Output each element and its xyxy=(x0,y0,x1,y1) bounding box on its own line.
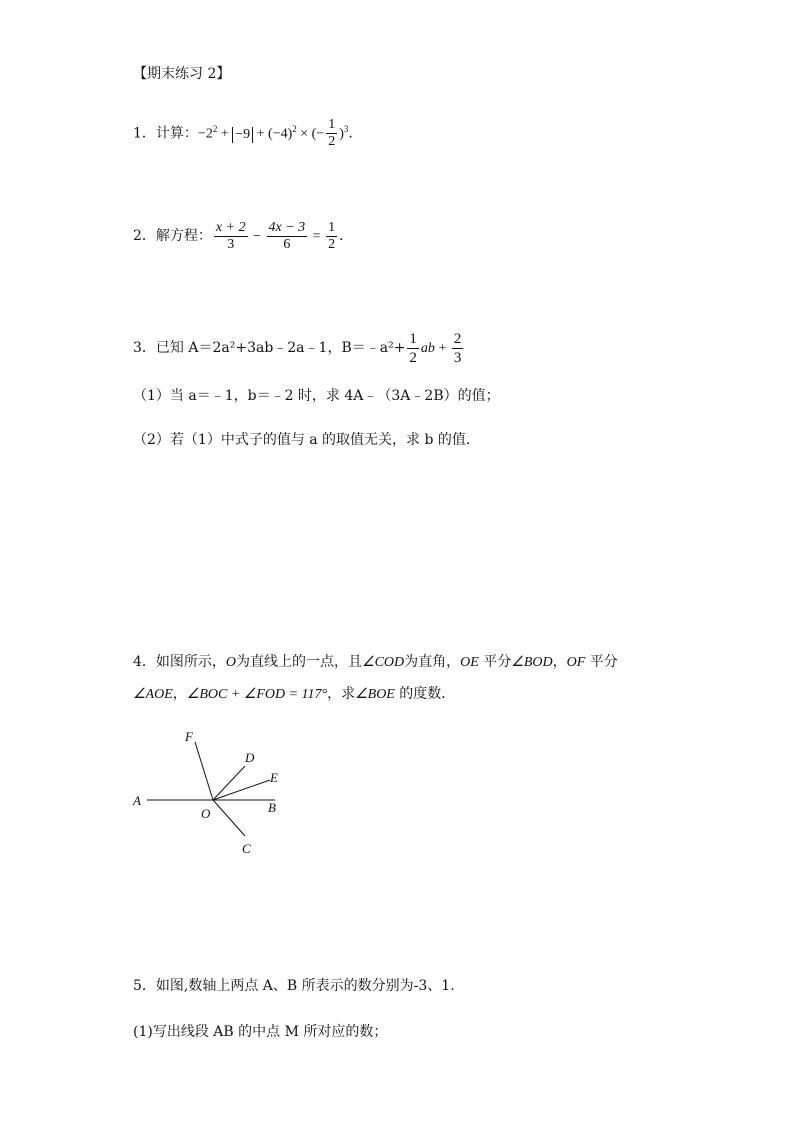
label-c: C xyxy=(242,841,251,856)
q4-t8: ，求 xyxy=(327,686,356,702)
ray-oc xyxy=(213,800,245,836)
q1-abs-value: −9 xyxy=(232,127,253,143)
q4-t7: ， xyxy=(172,686,187,702)
question-4-line-2 xyxy=(133,684,455,705)
q4-ray-of: OF xyxy=(566,655,586,670)
q1-term-a: −2 xyxy=(197,126,213,142)
question-4-line-1 xyxy=(133,652,618,673)
q4-angle-bod: ∠BOD xyxy=(511,655,553,670)
label-o: O xyxy=(201,806,211,821)
question-1 xyxy=(133,112,362,152)
q4-angle-sum: ∠BOC + ∠FOD = 117° xyxy=(186,687,328,702)
question-2 xyxy=(133,218,353,255)
label-a: A xyxy=(133,793,141,808)
q4-t9: 的度数． xyxy=(394,686,456,702)
label-e: E xyxy=(270,770,278,785)
ray-of xyxy=(195,742,213,800)
q3-sub-1: （1）当 a＝﹣1，b＝﹣2 时，求 4A﹣（3A﹣2B）的值； xyxy=(133,388,500,404)
q3-plus: + xyxy=(434,341,450,356)
q4-t1: 4．如图所示， xyxy=(133,654,226,670)
q2-minus: − xyxy=(249,229,265,244)
ray-oe xyxy=(213,780,270,800)
q2-fraction-3 xyxy=(326,220,337,253)
q1-number: 1． xyxy=(133,125,156,142)
q2-equals: = xyxy=(309,229,325,244)
q3-line1: 3．已知 A＝2a²+3ab﹣2a﹣1，B＝﹣a²+ xyxy=(133,340,406,356)
q2-f2-den: 6 xyxy=(283,236,291,252)
q2-f3-den: 2 xyxy=(328,236,336,252)
q3-f1-num: 1 xyxy=(409,330,417,347)
label-b: B xyxy=(268,800,276,815)
question-3 xyxy=(133,328,465,369)
q3-sub-2: （2）若（1）中式子的值与 a 的取值无关，求 b 的值． xyxy=(133,432,480,448)
q2-fraction-1 xyxy=(214,220,248,253)
q2-fraction-2 xyxy=(267,220,308,253)
q1-plus1: + xyxy=(217,126,233,142)
q1-exp-c: 3 xyxy=(343,124,349,134)
q4-figure xyxy=(125,724,295,864)
q4-angle-cod: ∠COD xyxy=(362,655,405,670)
q4-t4: 平分 xyxy=(478,654,512,670)
q1-frac-num: 1 xyxy=(328,117,336,133)
q2-label: 解方程： xyxy=(155,228,212,244)
q1-exp-b: 2 xyxy=(292,124,297,134)
q3-f2-num: 2 xyxy=(453,330,462,347)
q3-ab: ab xyxy=(420,341,435,356)
question-5-line-1: 5．如图,数轴上两点 A、B 所表示的数分别为-3、1. xyxy=(133,978,455,994)
q2-end: ． xyxy=(339,228,354,244)
q1-plus2: + (−4) xyxy=(253,126,293,142)
q4-t5: ， xyxy=(552,654,567,670)
q1-frac-den: 2 xyxy=(328,134,336,150)
q4-t3: 为直角， xyxy=(404,654,461,670)
q3-fraction-2 xyxy=(452,330,464,367)
q2-number: 2． xyxy=(133,228,156,244)
section-header: 【期末练习 2】 xyxy=(133,66,231,82)
q4-ray-oe: OE xyxy=(460,655,479,670)
q4-t6: 平分 xyxy=(585,654,618,670)
q2-f2-num: 4x − 3 xyxy=(268,219,306,235)
q1-times: × (− xyxy=(296,126,325,142)
q2-f3-num: 1 xyxy=(328,219,336,235)
label-d: D xyxy=(245,750,255,765)
q1-end: ． xyxy=(348,125,363,142)
label-f: F xyxy=(185,729,193,744)
q1-label: 计算： xyxy=(155,125,198,142)
q3-fraction-1 xyxy=(407,330,419,367)
q4-point-o: O xyxy=(225,655,237,670)
question-5-sub-1: (1)写出线段 AB 的中点 M 所对应的数； xyxy=(133,1024,388,1040)
q3-f2-den: 3 xyxy=(453,349,462,366)
q2-f1-den: 3 xyxy=(227,236,235,252)
q2-f1-num: x + 2 xyxy=(215,219,246,235)
q3-f1-den: 2 xyxy=(409,349,417,366)
q4-t2: 为直线上的一点，且 xyxy=(236,654,363,670)
q4-angle-aoe: ∠AOE xyxy=(133,687,173,702)
q4-angle-boe: ∠BOE xyxy=(355,687,395,702)
q1-exp-a: 2 xyxy=(212,124,218,134)
q1-fraction xyxy=(326,117,337,150)
q1-close: ) xyxy=(339,126,344,142)
